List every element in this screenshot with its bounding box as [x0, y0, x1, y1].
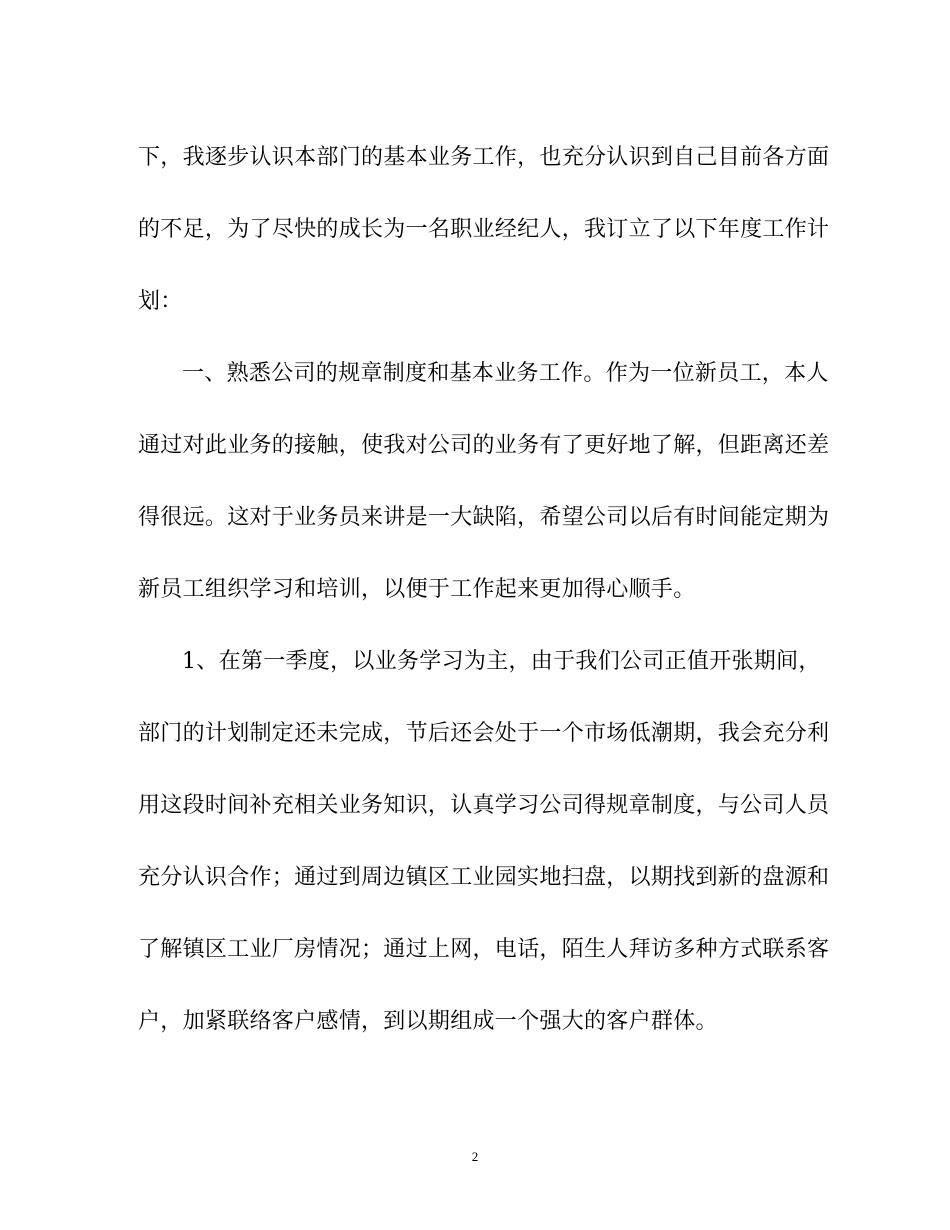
text-line: 用这段时间补充相关业务知识，认真学习公司得规章制度，与公司人员	[138, 793, 830, 818]
paragraph-first-line: 一、熟悉公司的规章制度和基本业务工作。作为一位新员工，本人	[182, 361, 829, 386]
text-line: 下，我逐步认识本部门的基本业务工作，也充分认识到自己目前各方面	[138, 145, 830, 170]
text-line: 户，加紧联络客户感情，到以期组成一个强大的客户群体。	[138, 1009, 718, 1034]
text-line: 的不足，为了尽快的成长为一名职业经纪人，我订立了以下年度工作计	[138, 217, 830, 242]
paragraph-first-line: 1、在第一季度，以业务学习为主，由于我们公司正值开张期间，	[182, 649, 821, 674]
text-line: 通过对此业务的接触，使我对公司的业务有了更好地了解，但距离还差	[138, 433, 830, 458]
text-line: 划：	[138, 289, 183, 314]
text-line: 新员工组织学习和培训，以便于工作起来更加得心顺手。	[138, 577, 696, 602]
text-line: 得很远。这对于业务员来讲是一大缺陷，希望公司以后有时间能定期为	[138, 505, 830, 530]
text-line: 部门的计划制定还未完成，节后还会处于一个市场低潮期，我会充分利	[138, 721, 830, 746]
text-line: 充分认识合作；通过到周边镇区工业园实地扫盘，以期找到新的盘源和	[138, 865, 830, 890]
text-line: 了解镇区工业厂房情况；通过上网，电话，陌生人拜访多种方式联系客	[138, 937, 830, 962]
page-number: 2	[471, 1149, 479, 1164]
